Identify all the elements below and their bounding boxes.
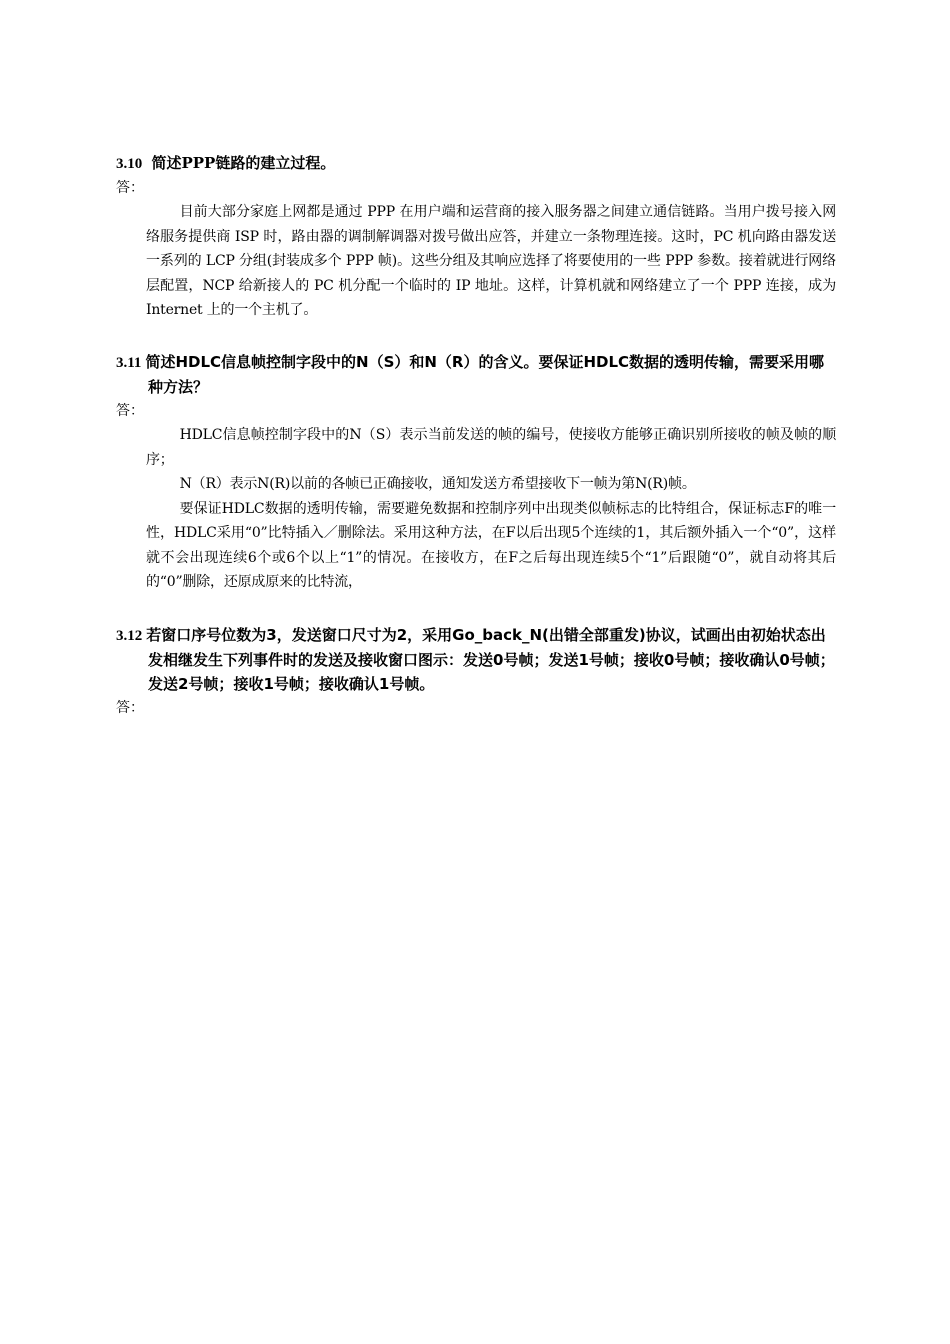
answer-paragraph: HDLC信息帧控制字段中的N（S）表示当前发送的帧的编号，使接收方能够正确识别所接收的帧及帧的顺序；: [146, 427, 836, 468]
question-number: 3.12: [116, 628, 143, 644]
question-title: [116, 623, 836, 696]
question-section-3-11: [116, 350, 836, 595]
question-text: 简述HDLC信息帧控制字段中的N（S）和N（R）的含义。要保证HDLC数据的透明传输，需要采用哪种方法？: [145, 353, 825, 396]
answer-label: 答：: [116, 403, 144, 419]
question-title: [116, 350, 836, 399]
question-number: 3.10: [116, 156, 143, 172]
question-section-3-10: [116, 151, 836, 323]
question-section-3-12: [116, 623, 836, 720]
answer-label: 答：: [116, 180, 144, 196]
question-title: [116, 151, 836, 176]
answer-paragraph: N（R）表示N(R)以前的各帧已正确接收，通知发送方希望接收下一帧为第N(R)帧。: [179, 476, 696, 492]
question-text: 若窗口序号位数为3，发送窗口尺寸为2，采用Go_back_N(出错全部重发)协议，试画出由初始状态出发相继发生下列事件时的发送及接收窗口图示：发送0号帧；发送1号帧；接收0号帧；接收确认0号帧；发送2号帧；接收1号帧；接收确认1号帧。: [146, 626, 835, 693]
answer-label: 答：: [116, 700, 144, 716]
answer-body: [116, 423, 836, 595]
answer-paragraph: 目前大部分家庭上网都是通过 PPP 在用户端和运营商的接入服务器之间建立通信链路。当用户拨号接入网络服务提供商 ISP 时，路由器的调制解调器对拨号做出应答，并建立一条物理连接。这时，PC 机向路由器发送一系列的 LCP 分组(封装成多个 PPP 帧)。这些分组及其响应选择了将要使用的一些 PPP 参数。接着就进行网络层配置，NCP 给新接人的 PC 机分配一个临时的 IP 地址。这样，计算机就和网络建立了一个 PPP 连接，成为 Internet 上的一个主机了。: [146, 204, 836, 318]
answer-body: [116, 200, 836, 323]
question-number: 3.11: [116, 355, 142, 371]
answer-paragraph: 要保证HDLC数据的透明传输，需要避免数据和控制序列中出现类似帧标志的比特组合，保证标志F的唯一性，HDLC采用“0”比特插入／删除法。采用这种方法，在F以后出现5个连续的1，其后额外插入一个“0”，这样就不会出现连续6个或6个以上“1”的情况。在接收方，在F之后每出现连续5个“1”后跟随“0”，就自动将其后的“0”删除，还原成原来的比特流，: [146, 500, 836, 590]
question-text: 简述PPP链路的建立过程。: [151, 154, 336, 172]
